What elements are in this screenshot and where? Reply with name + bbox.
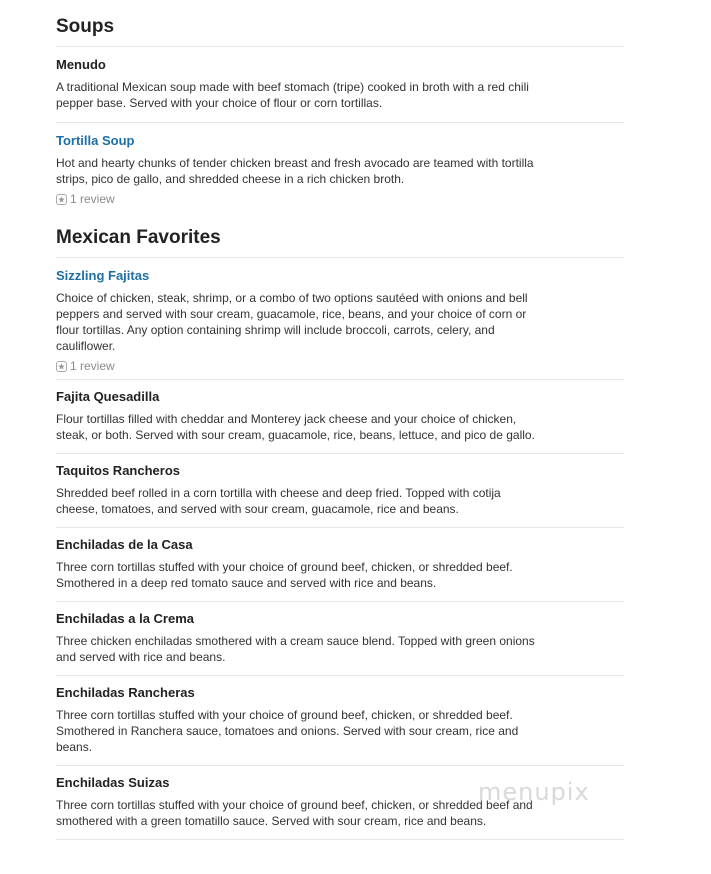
section-soups	[56, 0, 624, 206]
item-name: Enchiladas de la Casa	[56, 537, 193, 552]
review-count: 1 review	[70, 192, 115, 206]
item-name: Fajita Quesadilla	[56, 389, 160, 404]
item-name: Enchiladas Suizas	[56, 775, 170, 790]
section-mexican-favorites	[56, 206, 624, 840]
review-star-icon	[56, 361, 67, 372]
review-link[interactable]	[56, 192, 624, 206]
item-name-link[interactable]: Tortilla Soup	[56, 133, 135, 148]
menu-item-sizzling-fajitas	[56, 258, 624, 380]
menu-item-enchiladas-de-la-casa	[56, 528, 624, 602]
item-description: A traditional Mexican soup made with beef stomach (tripe) cooked in broth with a red chili pepper base. Served with your choice of flour or corn tortillas.	[56, 80, 529, 110]
item-description: Three corn tortillas stuffed with your choice of ground beef, chicken, or shredded beef. Smothered in Ranchera sauce, tomatoes and onions. Served with sour cream, rice and beans.	[56, 708, 519, 754]
review-count: 1 review	[70, 359, 115, 373]
item-description: Choice of chicken, steak, shrimp, or a combo of two options sautéed with onions and bell peppers and served with sour cream, guacamole, rice, beans, and your choice of corn or flour tortillas. Any option containing shrimp will include broccoli, carrots, celery, and cauliflower.	[56, 291, 528, 353]
item-name: Enchiladas a la Crema	[56, 611, 195, 626]
menu-list	[56, 0, 624, 840]
item-description: Hot and hearty chunks of tender chicken breast and fresh avocado are teamed with tortilla strips, pico de gallo, and shredded cheese in a rich chicken broth.	[56, 156, 534, 186]
menu-item-enchiladas-rancheras	[56, 676, 624, 766]
item-description: Three corn tortillas stuffed with your choice of ground beef, chicken, or shredded beef. Smothered in a deep red tomato sauce and served with rice and beans.	[56, 560, 513, 590]
menu-item-tortilla-soup	[56, 123, 624, 206]
section-title-mexican-favorites: Mexican Favorites	[56, 227, 624, 258]
item-name: Taquitos Rancheros	[56, 463, 181, 478]
item-description: Three corn tortillas stuffed with your choice of ground beef, chicken, or shredded beef and smothered with a green tomatillo sauce. Served with sour cream, rice and beans.	[56, 798, 533, 828]
menu-item-fajita-quesadilla	[56, 380, 624, 454]
item-description: Three chicken enchiladas smothered with a cream sauce blend. Topped with green onions and served with rice and beans.	[56, 634, 535, 664]
menu-item-enchiladas-a-la-crema	[56, 602, 624, 676]
review-link[interactable]	[56, 359, 624, 373]
menu-item-taquitos-rancheros	[56, 454, 624, 528]
section-title-soups: Soups	[56, 16, 624, 47]
item-name: Menudo	[56, 57, 106, 72]
item-name-link[interactable]: Sizzling Fajitas	[56, 268, 150, 283]
item-description: Flour tortillas filled with cheddar and Monterey jack cheese and your choice of chicken, steak, or both. Served with sour cream, guacamole, rice, beans, lettuce, and pico de gallo.	[56, 412, 535, 442]
review-star-icon	[56, 194, 67, 205]
item-name: Enchiladas Rancheras	[56, 685, 195, 700]
menu-item-menudo	[56, 47, 624, 123]
item-description: Shredded beef rolled in a corn tortilla with cheese and deep fried. Topped with cotija cheese, tomatoes, and served with sour cream, guacamole, rice and beans.	[56, 486, 501, 516]
menupix-watermark: menupix	[478, 778, 590, 806]
